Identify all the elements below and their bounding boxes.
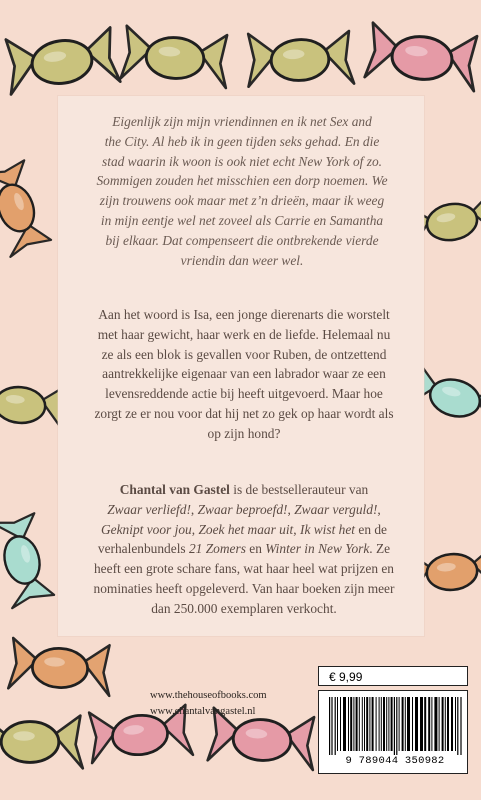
summary-line: zorgt ze er nou voor dat hij net zo gek op haar wordt als: [94, 405, 394, 421]
teaser-line: zijn trouwens ook maar met z’n drieën, maar ik weeg: [99, 193, 385, 209]
teaser-quote: [70, 112, 414, 270]
barcode-bar: [350, 697, 352, 751]
summary-line: Aan het woord is Isa, een jonge dierenarts die worstelt: [98, 307, 390, 322]
bio-text: ,: [287, 501, 295, 517]
candy-icon: [0, 158, 54, 256]
candy-icon: [120, 26, 229, 88]
publisher-url[interactable]: www.thehouseofbooks.com: [150, 690, 267, 701]
barcode-bar: [369, 697, 370, 751]
book-title: Winter in New York: [265, 541, 370, 557]
book-title: Zoek het maar uit: [198, 521, 294, 537]
candy-icon: [3, 25, 120, 97]
publisher-links: [150, 688, 267, 720]
barcode-bar: [420, 697, 423, 751]
barcode-bar: [362, 697, 363, 751]
teaser-line: Eigenlijk zijn mijn vriendinnen en ik net Sex and: [112, 114, 372, 129]
summary-line: op zijn hond?: [207, 425, 281, 441]
candy-icon: [364, 22, 479, 91]
barcode-bar: [442, 697, 444, 751]
isbn-number: 9 789044 350982: [345, 755, 445, 767]
bio-text: ,: [190, 501, 198, 517]
summary-line: met haar gewicht, haar werk en de liefde. Helemaal nu: [97, 326, 391, 342]
barcode-bar: [445, 697, 446, 751]
bio-text: . Ze: [369, 541, 391, 557]
summary-line: aantrekkelijke eigenaar van een labrador waar ze een: [102, 366, 386, 382]
barcode-bar: [335, 697, 336, 755]
barcode-bar: [434, 697, 437, 751]
teaser-line: stad waarin ik woon is ook niet echt New York of zo.: [102, 153, 382, 169]
barcode-bar: [343, 697, 346, 751]
barcode-bar: [415, 697, 418, 751]
teaser-line: vriendin dan weer wel.: [180, 252, 304, 268]
barcode-bar: [381, 697, 382, 751]
barcode-bar: [402, 697, 404, 751]
candy-icon: [0, 713, 83, 768]
barcode-bar: [388, 697, 389, 751]
teaser-line: bij elkaar. Dat compenseert die ontbrekende vierde: [105, 232, 379, 248]
barcode-bar: [366, 697, 368, 751]
teaser-line: Sommigen zouden het misschien een dorp noemen. We: [96, 173, 388, 189]
bio-line: [76, 539, 412, 559]
book-title: 21 Zomers: [188, 541, 246, 557]
barcode-bar: [399, 697, 400, 751]
story-summary: [76, 305, 412, 444]
barcode-bar: [376, 697, 377, 751]
barcode-bar: [439, 697, 440, 751]
barcode-bar: [412, 697, 413, 751]
barcode-graphic: [327, 697, 463, 757]
author-bio: [76, 480, 412, 619]
barcode-bar: [428, 697, 430, 751]
isbn-barcode: [318, 690, 468, 774]
bio-text: en: [245, 541, 266, 557]
barcode-bar: [431, 697, 432, 751]
barcode-bar: [331, 697, 332, 755]
candy-icon: [246, 28, 354, 89]
barcode-bar: [329, 697, 330, 755]
barcode-bar: [457, 697, 458, 755]
bio-line: dan 250.000 exemplaren verkocht.: [151, 600, 337, 616]
book-title: Geknipt voor jou: [100, 521, 192, 537]
author-url[interactable]: www.chantalvangastel.nl: [150, 706, 256, 717]
barcode-bar: [353, 697, 354, 751]
bio-text: ,: [293, 521, 300, 537]
bio-text: is de bestsellerauteur van: [229, 482, 369, 497]
book-title: Zwaar verliefd!: [107, 501, 191, 517]
barcode-bar: [405, 697, 406, 751]
barcode-bar: [424, 697, 426, 751]
book-title: Zwaar beproefd!: [197, 501, 288, 517]
barcode-bar: [359, 697, 360, 751]
price-label: € 9,99: [318, 666, 468, 686]
summary-line: levensreddende actie bij heeft uitgevoerd. Maar hoe: [105, 386, 383, 402]
barcode-bar: [372, 697, 374, 751]
bio-line: heeft een grote schare fans, wat haar heel wat prijzen en: [93, 561, 394, 577]
barcode-bar: [396, 697, 397, 755]
candy-icon: [8, 638, 112, 696]
bio-line: [76, 500, 412, 520]
barcode-bar: [337, 697, 338, 751]
barcode-bar: [391, 697, 393, 751]
bio-text: verhalenbundels: [97, 541, 189, 557]
summary-line: ze als een blok is gevallen voor Ruben, de ontzettend: [101, 346, 387, 362]
bio-line: [76, 480, 412, 500]
candy-icon: [0, 511, 57, 608]
bio-line: nominaties heeft opgeleverd. Van haar boeken zijn meer: [93, 580, 395, 596]
barcode-bar: [356, 697, 358, 751]
barcode-bar: [394, 697, 395, 755]
barcode-bar: [447, 697, 449, 751]
barcode-bar: [383, 697, 385, 751]
barcode-bar: [364, 697, 365, 751]
barcode-bar: [407, 697, 410, 751]
bio-text: ,: [377, 501, 381, 517]
barcode-bar: [340, 697, 341, 751]
barcode-bar: [386, 697, 387, 751]
barcode-bar: [348, 697, 349, 751]
barcode-bar: [460, 697, 461, 755]
barcode-bar: [451, 697, 453, 751]
bio-text: en de: [355, 521, 388, 537]
author-name: Chantal van Gastel: [119, 482, 230, 497]
teaser-line: the City. Al heb ik in geen tijden seks gehad. En die: [104, 133, 380, 149]
bio-line: [76, 520, 412, 540]
barcode-bar: [379, 697, 380, 751]
barcode-bar: [455, 697, 456, 751]
book-title: Zwaar verguld!: [294, 501, 378, 517]
book-title: Ik wist het: [299, 521, 356, 537]
bio-text: ,: [191, 521, 199, 537]
teaser-line: in mijn eentje wel net zoveel als Carrie en Samantha: [100, 212, 384, 228]
